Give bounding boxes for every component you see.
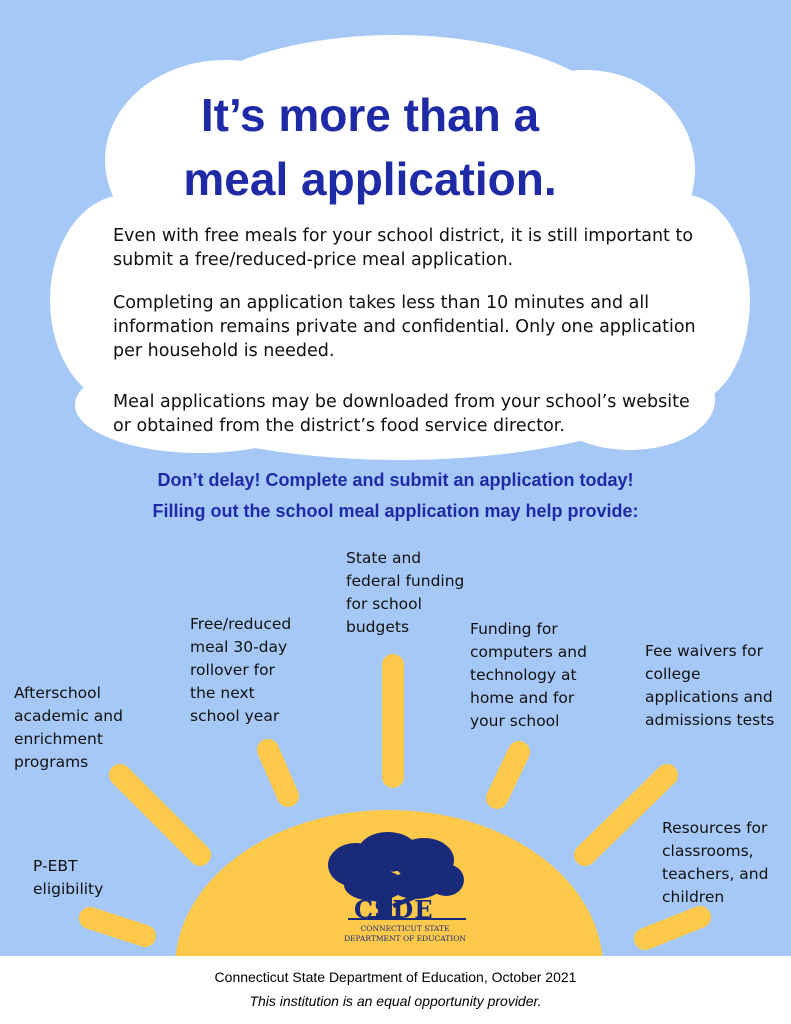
benefit-resources: Resources for classrooms, teachers, and children (662, 819, 769, 906)
sun-ray (585, 775, 667, 855)
cta-line-1: Don’t delay! Complete and submit an application today! (157, 470, 634, 490)
headline-line-2: meal application. (183, 153, 557, 205)
sun-ray (497, 752, 519, 798)
benefit-afterschool: Afterschool academic and enrichment programs (14, 684, 123, 771)
sun-ray (120, 775, 200, 855)
paragraph-download: Meal applications may be downloaded from your school’s website or obtained from the district’s food service director. (113, 392, 690, 436)
logo-acronym: CSDE (354, 895, 434, 924)
paragraph-free-meals: Even with free meals for your school district, it is still important to submit a free/reduced-price meal application. (113, 226, 694, 270)
headline-line-1: It’s more than a (200, 89, 540, 141)
benefit-rollover: Free/reduced meal 30-day rollover for the next school year (190, 615, 292, 725)
paragraph-completing: Completing an application takes less than 10 minutes and all information remains private and confidential. Only one application per household is needed. (113, 293, 696, 361)
footer-department: Connecticut State Department of Education, October 2021 (214, 969, 577, 985)
sun-ray (268, 750, 288, 796)
cta-line-2: Filling out the school meal application may help provide: (152, 501, 639, 521)
logo-subtitle-2: DEPARTMENT OF EDUCATION (344, 934, 466, 943)
benefit-pebt: P-EBT eligibility (33, 857, 104, 898)
benefit-funding: State and federal funding for school budgets (346, 549, 465, 636)
benefit-fee-waivers: Fee waivers for college applications and admissions tests (645, 642, 775, 729)
benefit-technology: Funding for computers and technology at home and for your school (470, 620, 587, 730)
sun-ray (645, 917, 700, 939)
footer-equal-opportunity: This institution is an equal opportunity provider. (249, 993, 542, 1009)
logo-subtitle-1: CONNECTICUT STATE (360, 924, 450, 933)
sun-ray (90, 918, 145, 936)
